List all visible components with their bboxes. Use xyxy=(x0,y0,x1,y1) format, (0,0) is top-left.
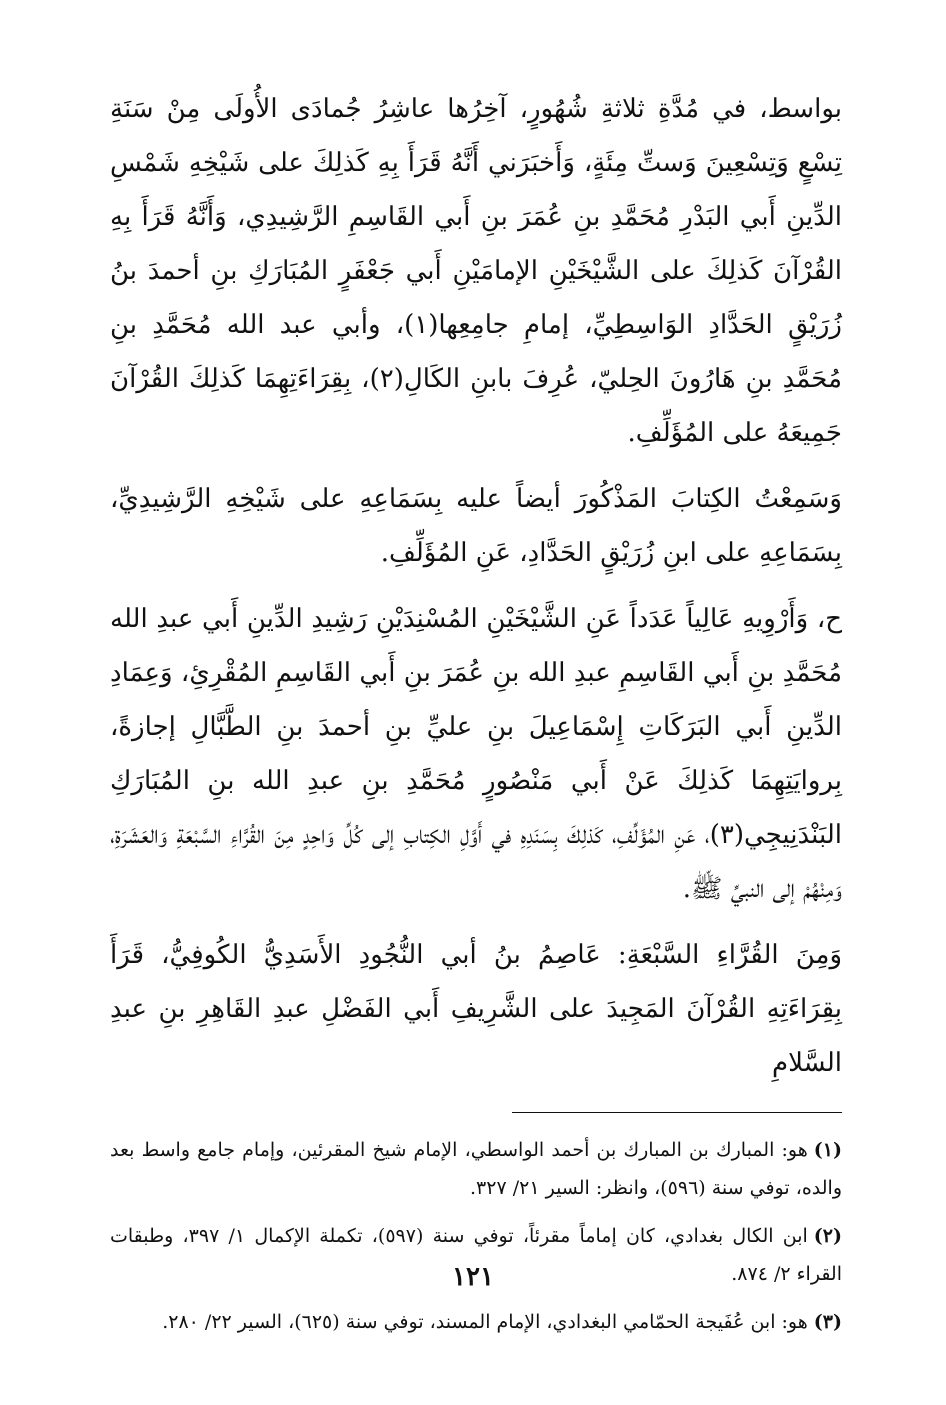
main-text xyxy=(110,82,842,1090)
footnote-3 xyxy=(110,1303,842,1341)
footnote-divider xyxy=(512,1112,842,1113)
footnote-marker: (١) xyxy=(813,1139,842,1161)
page xyxy=(110,82,842,1351)
footnote-marker: (٣) xyxy=(813,1311,842,1333)
paragraph-2: وَسَمِعْتُ الكِتابَ المَذْكُورَ أيضاً عليه بِسَمَاعِهِ على شَيْخِهِ الرَّشِيدِيِّ، بِسَمَاعِهِ على ابنِ زُرَيْقٍ الحَدَّادِ، عَنِ المُؤَلِّفِ. xyxy=(110,484,842,568)
footnote-1 xyxy=(110,1131,842,1207)
paragraph-1: بواسط، في مُدَّةِ ثلاثةِ شُهُورٍ، آخِرُها عاشِرُ جُمادَى الأُولَى مِنْ سَنَةِ تِسْعٍ وَتِسْعِينَ وَستِّ مِئَةٍ، وَأَخبَرَني أَنَّهُ قَرَأَ بِهِ كَذلِكَ على شَيْخِهِ شَمْسِ الدِّينِ أَبي البَدْرِ مُحَمَّدِ بنِ عُمَرَ بنِ أَبي القَاسِمِ الرَّشِيدِي، وَأَنَّهُ قَرَأَ بِهِ القُرْآنَ كَذلِكَ على الشَّيْخَيْنِ الإمامَيْنِ أَبي جَعْفَرٍ المُبَارَكِ بنِ أحمدَ بنُ زُرَيْقٍ الحَدَّادِ الوَاسِطِيِّ، إمامِ جامِعِها(١)، وأبي عبد الله مُحَمَّدِ بنِ مُحَمَّدِ بنِ هَارُونَ الحِليّ، عُرِفَ بابنِ الكَالِ(٢)، بِقِرَاءَتِهِمَا كَذلِكَ القُرْآنَ جَمِيعَهُ على المُؤَلِّفِ. xyxy=(110,94,842,448)
footnote-text: ابن الكال بغدادي، كان إماماً مقرئاً، توفي سنة (٥٩٧)، تكملة الإكمال ١/ ٣٩٧، وطبقات القراء ٢/ ٨٧٤. xyxy=(110,1225,842,1285)
footnote-marker: (٢) xyxy=(813,1225,842,1247)
paragraph-3: ح، وَأَرْوِيهِ عَالِياً عَدَداً عَنِ الشَّيْخَيْنِ المُسْنِدَيْنِ رَشِيدِ الدِّينِ أَبي عبدِ الله مُحَمَّدِ بنِ أَبي القَاسِمِ عبدِ الله بنِ عُمَرَ بنِ أَبي القَاسِمِ المُقْرِئِ، وَعِمَادِ الدِّينِ أَبي البَرَكَاتِ إِسْمَاعِيلَ بنِ عليِّ بنِ أحمدَ بنِ الطَّبَّالِ إجازةً، بِروايَتِهِمَا كَذلِكَ عَنْ أَبي مَنْصُورٍ مُحَمَّدِ بنِ عبدِ الله بنِ المُبَارَكِ البَنْدَنِيجِي(٣)، عَنِ المُؤَلِّفِ، كَذلِكَ بِسَنَدِهِ في أَوَّلِ الكِتابِ إلى كُلِّ وَاحِدٍ مِنَ القُرَّاءِ السَّبْعَةِ وَالعَشَرَةِ، وَمِنْهُمْ إلى النبيِّ ﷺ. xyxy=(110,604,842,904)
footnotes xyxy=(110,1131,842,1341)
footnote-text: هو: المبارك بن المبارك بن أحمد الواسطي، الإمام شيخ المقرئين، وإمام جامع واسط بعد والده، توفي سنة (٥٩٦)، وانظر: السير ٢١/ ٣٢٧. xyxy=(110,1139,842,1199)
footnote-text: هو: ابن عُفَيجة الحمّامي البغدادي، الإمام المسند، توفي سنة (٦٢٥)، السير ٢٢/ ٢٨٠. xyxy=(162,1311,808,1333)
paragraph-4: وَمِنَ القُرَّاءِ السَّبْعَةِ: عَاصِمُ بنُ أبي النُّجُودِ الأَسَدِيُّ الكُوفِيُّ، قَرَأَ بِقِرَاءَتِهِ القُرْآنَ المَجِيدَ على الشَّرِيفِ أَبي الفَضْلِ عبدِ القَاهِرِ بنِ عبدِ السَّلامِ xyxy=(110,940,842,1078)
page-number: ١٢١ xyxy=(452,1262,494,1292)
